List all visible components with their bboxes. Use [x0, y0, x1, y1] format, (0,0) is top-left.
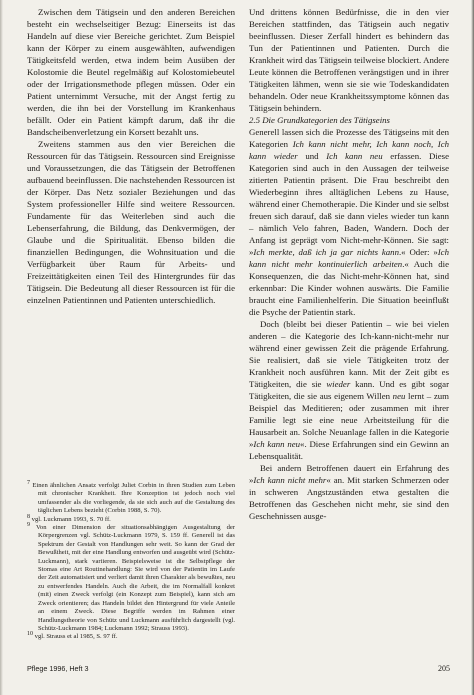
footnote [27, 521, 236, 633]
emphasis: Ich kann nicht mehr, Ich kann noch, Ich kann wieder [249, 139, 450, 161]
footnote-text: vgl. Luckmann 1993, S. 70 ff. [31, 515, 111, 523]
paragraph: Und drittens können Bedürfnisse, die in den vier Bereichen stattfinden, das Tätigsein auch negativ beeinflussen. Dieser Zerfall hindert es behindern das Tun der Patientinnen und Patienten. Durch die Krankheit wird das Tätigsein teilweise blockiert. Andere Leute können die Betroffenen verängstigen und in ihrer Tätigkeiten lähmen, wenn sie sie wie Todeskandidaten behandeln. Oder neue Krankheitssymptome können das Tätigsein behindern. [249, 7, 449, 113]
left-column [27, 6, 235, 306]
text-run: Bei andern Betroffenen dauert ein Erfahrung des » [249, 463, 449, 485]
text-run: .« Oder: » [398, 247, 438, 257]
paragraph: Zwischen dem Tätigsein und den anderen Bereichen besteht ein wechselseitiger Bezug: Einerseits ist das Handeln auf diese vier Bereiche gerichtet. Zum Beispiel kann der Körper zu einem ausgewählten, aufwendigen Tätigkeitsfeld werden, etwa indem beim Ausüben der Kolostomie die Beutel regelmäßig auf Kolostomiebeutel oder der Irrigationsmethode pflegen müssen. Oder ein Patient unternimmt Versuche, mit der Angst fertig zu werden, die ihn bei der Vorstellung im Krankenhaus befällt. Oder ein Patient kämpft darum, daß ihr die Bandscheibenverletzung ein Korsett bezahlt uns. [27, 7, 235, 137]
emphasis: Ich merkte, daß ich ja gar nichts kann [253, 247, 399, 257]
page-number: 205 [438, 664, 450, 673]
footnote-number: 10 [27, 631, 33, 638]
page-left-shadow [0, 0, 3, 695]
emphasis: Ich kann nicht mehr kontinuierlich arbeiten [249, 247, 449, 269]
text-run: kann. Und es gibt sogar Tätigkeiten, die sie aus eigenem Willen [249, 379, 450, 401]
text-run: «. Diese Erfahrungen sind ein Gewinn an Lebensqualität. [249, 439, 449, 461]
footnote-number: 8 [27, 513, 30, 520]
footnote [27, 633, 235, 641]
paragraph [249, 126, 449, 318]
text-run: und [297, 151, 327, 161]
right-column [249, 6, 449, 522]
emphasis: Ich kann neu [326, 151, 383, 161]
footnote-number: 7 [27, 479, 30, 486]
emphasis: Ich kann neu [253, 439, 301, 449]
footnote-text: Einen ähnlichen Ansatz verfolgt Juliet Corbin in ihren Studien zum Leben mit chronischer Krankheit. Ihre Konzeption ist jedoch noch viel umfassender als die vorliegende, da sie sich auch auf die Gestaltung des täglichen Lebens bezieht (Corbin 1988, S. 70). [32, 482, 235, 515]
text-run: Doch (bleibt bei dieser Patientin – wie bei vielen anderen – die Kategorie des Ich-kann-nicht-mehr nur während einer gewissen Zeit die prägende Erfahrung. Sie realisiert, daß sie viele Tätigkeiten trotz der Krankheit noch ausführen kann. Mit der Zeit gibt es Tätigkeiten, die sie [249, 319, 449, 389]
emphasis: wieder [326, 379, 351, 389]
footnote-text: vgl. Strauss et al 1985, S. 97 ff. [34, 633, 118, 641]
footnote-text: Von einer Dimension der situationsabhängigen Ausgestaltung der Körpergrenzen vgl. Schütz-Luckmann 1979, S. 159 ff. Generell ist das Spektrum der Gestalt von Handlungen sehr weit. So kann der Grad der Bewußtheit, mit der eine Handlung entworfen und ausgeübt wird (Schütz-Luckmann), stark variieren. Beispielsweise ist die Selbstpflege der Stomas eine Art Routinehandlung: Sie wird von der Patientin im Laufe der Zeit automatisiert und verliert damit ihren Charakter als bewußtes, neu zu entwerfendes Handeln. Auch die Arbeit, die im Normalfall konkret (mit) einen Zweck verfolgt (ein Konzept zum Beispiel), kann sich am Zweck orientieren; das Handeln bildet den Hintergrund für viele Anteile an einem Zweck. Diese Begriffe werden im Rahmen einer Handlungstheorie von Schütz und Luckmann ausführlich dargestellt (vgl. Schütz-Luckmann 1984; Luckmann 1992; Strauss 1993). [35, 524, 236, 632]
paragraph: Zweitens stammen aus den vier Bereichen die Ressourcen für das Tätigsein. Ressourcen sind Ereignisse und Voraussetzungen, die das Tätigsein der Betroffenen aufbauend beeinflussen. Die nachstehenden Ressourcen ist der Körper. Das Netz sozialer Beziehungen und das System professioneller Hilfe sind weitere Ressourcen. Fundamente für das Weiterleben sind auch die Lebenserfahrung, die Bildung, das Denkvermögen, der Glaube und die Spiritualität. Ebenso bilden die finanziellen Bedingungen, die Wohnsituation und die Verfügbarkeit über Raum für Arbeits- und Freizeittätigkeiten einen Teil des Hintergrundes für das Tätigsein. Die Bedeutung all dieser Ressourcen ist für die einzelnen Patientinnen und Patienten unterschiedlich. [27, 139, 235, 305]
footnote-number: 9 [27, 521, 30, 528]
text-run: erfassen. Diese Kategorien sind auch in den Aussagen der teilweise zitierten Patientin präsent. Die Frau beschreibt den Wiederbeginn ihres alltäglichen Lebens zu Hause, während einer Chemotherapie. Die Kinder und sie selbst freuen sich darauf, daß sie dann vieles wieder tun kann – nämlich Velo fahren, Baden, Wandern. Doch der Anfang ist geprägt vom Nicht-mehr-Können. Sie sagt: » [249, 151, 450, 257]
text-run: « an. Mit starken Schmerzen oder in schweren Angstzuständen etwa gestalten die Betroffenen das Geschehen nicht mehr, sie sind den Geschehnissen ausge- [249, 475, 449, 521]
footnote [27, 479, 235, 516]
text-run: .« Auch die Konsequenzen, die das Nicht-mehr-Können hat, sind erkennbar: Die Kinder wohnen auswärts. Die Familie braucht eine Familienhelferin. Die Situation beeinflußt die Psyche der Patientin stark. [249, 259, 449, 317]
footnote [27, 513, 235, 524]
paragraph [249, 318, 449, 462]
journal-footer: Pflege 1996, Heft 3 [27, 664, 89, 673]
text-run: lernt – zum Beispiel das Meditieren; oder zusammen mit ihrer Familie legt sie eine neue Arbeitsteilung für die Hausarbeit an. Solche Neuanlage fallen in die Kategorie » [249, 391, 450, 449]
section-heading: 2.5 Die Grundkategorien des Tätigseins [249, 115, 390, 125]
text-run: Generell lassen sich die Prozesse des Tätigseins mit den Kategorien [249, 127, 449, 149]
footnotes [27, 479, 236, 642]
emphasis: neu [392, 391, 406, 401]
paragraph [249, 462, 449, 522]
emphasis: Ich kann nicht mehr [253, 475, 327, 485]
